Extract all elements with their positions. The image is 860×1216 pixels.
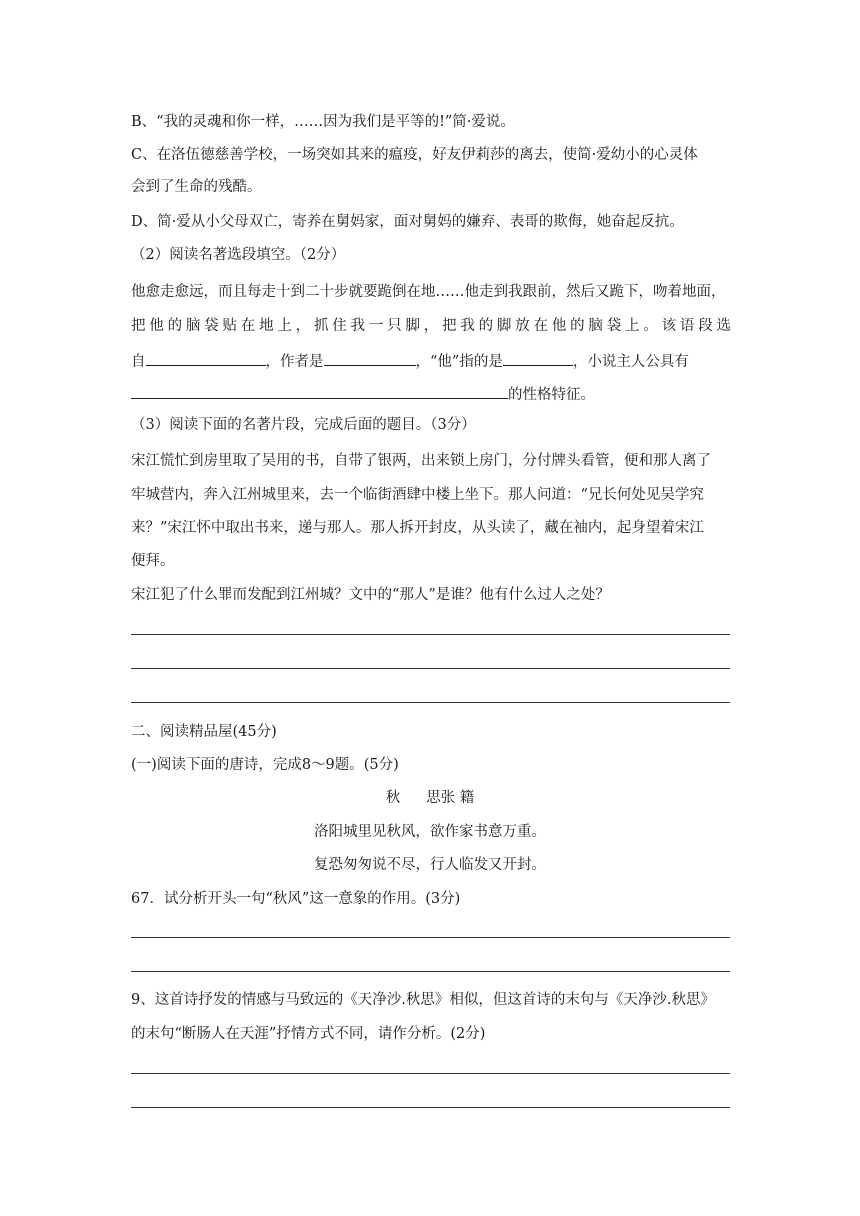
- question-9-line2: 的末句“断肠人在天涯”抒情方式不同，请作分析。(2分): [131, 1026, 486, 1042]
- he-refers-blank[interactable]: [503, 349, 573, 366]
- answer-line[interactable]: [131, 937, 730, 938]
- fill-author-label: ，作者是: [265, 354, 324, 370]
- question-3-passage-line4: 便拜。: [131, 553, 175, 569]
- question-3-passage-line1: 宋江慌忙到房里取了吴用的书，自带了银两，出来锁上房门，分付牌头看管，便和那人离了: [131, 453, 711, 469]
- answer-line[interactable]: [131, 1073, 730, 1074]
- option-b: B、“我的灵魂和你一样，……因为我们是平等的!”简·爱说。: [131, 114, 515, 130]
- part-1-title: (一)阅读下面的唐诗，完成8～9题。(5分): [131, 757, 399, 773]
- option-d: D、简·爱从小父母双亡，寄养在舅妈家，面对舅妈的嫌弃、表哥的欺侮，她奋起反抗。: [131, 214, 684, 230]
- poem-title: [0, 788, 860, 808]
- question-9-line1: 9、这首诗抒发的情感与马致远的《天净沙.秋思》相似，但这首诗的末句与《天净沙.秋思》: [131, 992, 715, 1008]
- fill-protagonist-label: ，小说主人公具有: [572, 354, 689, 370]
- answer-line[interactable]: [131, 1107, 730, 1108]
- question-2-passage-line1: 他愈走愈远，而且每走十到二十步就要跪倒在地……他走到我跟前，然后又跪下，吻着地面，: [131, 284, 726, 300]
- answer-line[interactable]: [131, 668, 730, 669]
- author-blank[interactable]: [324, 349, 416, 366]
- poem-title-word: 秋: [385, 790, 401, 806]
- section-2-heading: 二、阅读精品屋(45分): [131, 724, 277, 740]
- answer-line[interactable]: [131, 971, 730, 972]
- answer-line[interactable]: [131, 634, 730, 635]
- poem-line-1: 洛阳城里见秋风，欲作家书意万重。: [314, 824, 546, 840]
- answer-line[interactable]: [131, 702, 730, 703]
- poem-title-author: 思张 籍: [426, 790, 475, 806]
- option-c-line2: 会到了生命的残酷。: [131, 179, 262, 195]
- question-2-trait-line: [131, 382, 731, 405]
- question-3-passage-line2: 牢城营内，奔入江州城里来，去一个临街酒肆中楼上坐下。那人问道：“兄长何处见吴学究: [131, 487, 704, 503]
- question-2-passage-line2: 把他的脑袋贴在地上，抓住我一只脚，把我的脚放在他的脑袋上。该语段选: [131, 318, 731, 334]
- option-c-line1: C、在洛伍德慈善学校，一场突如其来的瘟疫，好友伊莉莎的离去，使简·爱幼小的心灵体: [131, 147, 698, 163]
- fill-he-label: ，“他”指的是: [415, 354, 503, 370]
- book-title-blank[interactable]: [146, 349, 266, 366]
- question-2-fill-line: [131, 349, 731, 372]
- trait-blank[interactable]: [131, 382, 508, 399]
- question-67: 67．试分析开头一句“秋风”这一意象的作用。(3分): [131, 891, 461, 907]
- question-2-title: （2）阅读名著选段填空。（2分）: [131, 247, 346, 263]
- fill-suffix: 的性格特征。: [508, 387, 595, 403]
- question-3-question: 宋江犯了什么罪而发配到江州城？文中的“那人”是谁？他有什么过人之处？: [131, 587, 610, 603]
- question-3-title: （3）阅读下面的名著片段，完成后面的题目。（3分）: [131, 417, 476, 433]
- poem-line-2: 复恐匆匆说不尽，行人临发又开封。: [314, 857, 546, 873]
- fill-prefix: 自: [131, 354, 146, 370]
- question-3-passage-line3: 来？”宋江怀中取出书来，递与那人。那人拆开封皮，从头读了，藏在袖内，起身望着宋江: [131, 520, 704, 536]
